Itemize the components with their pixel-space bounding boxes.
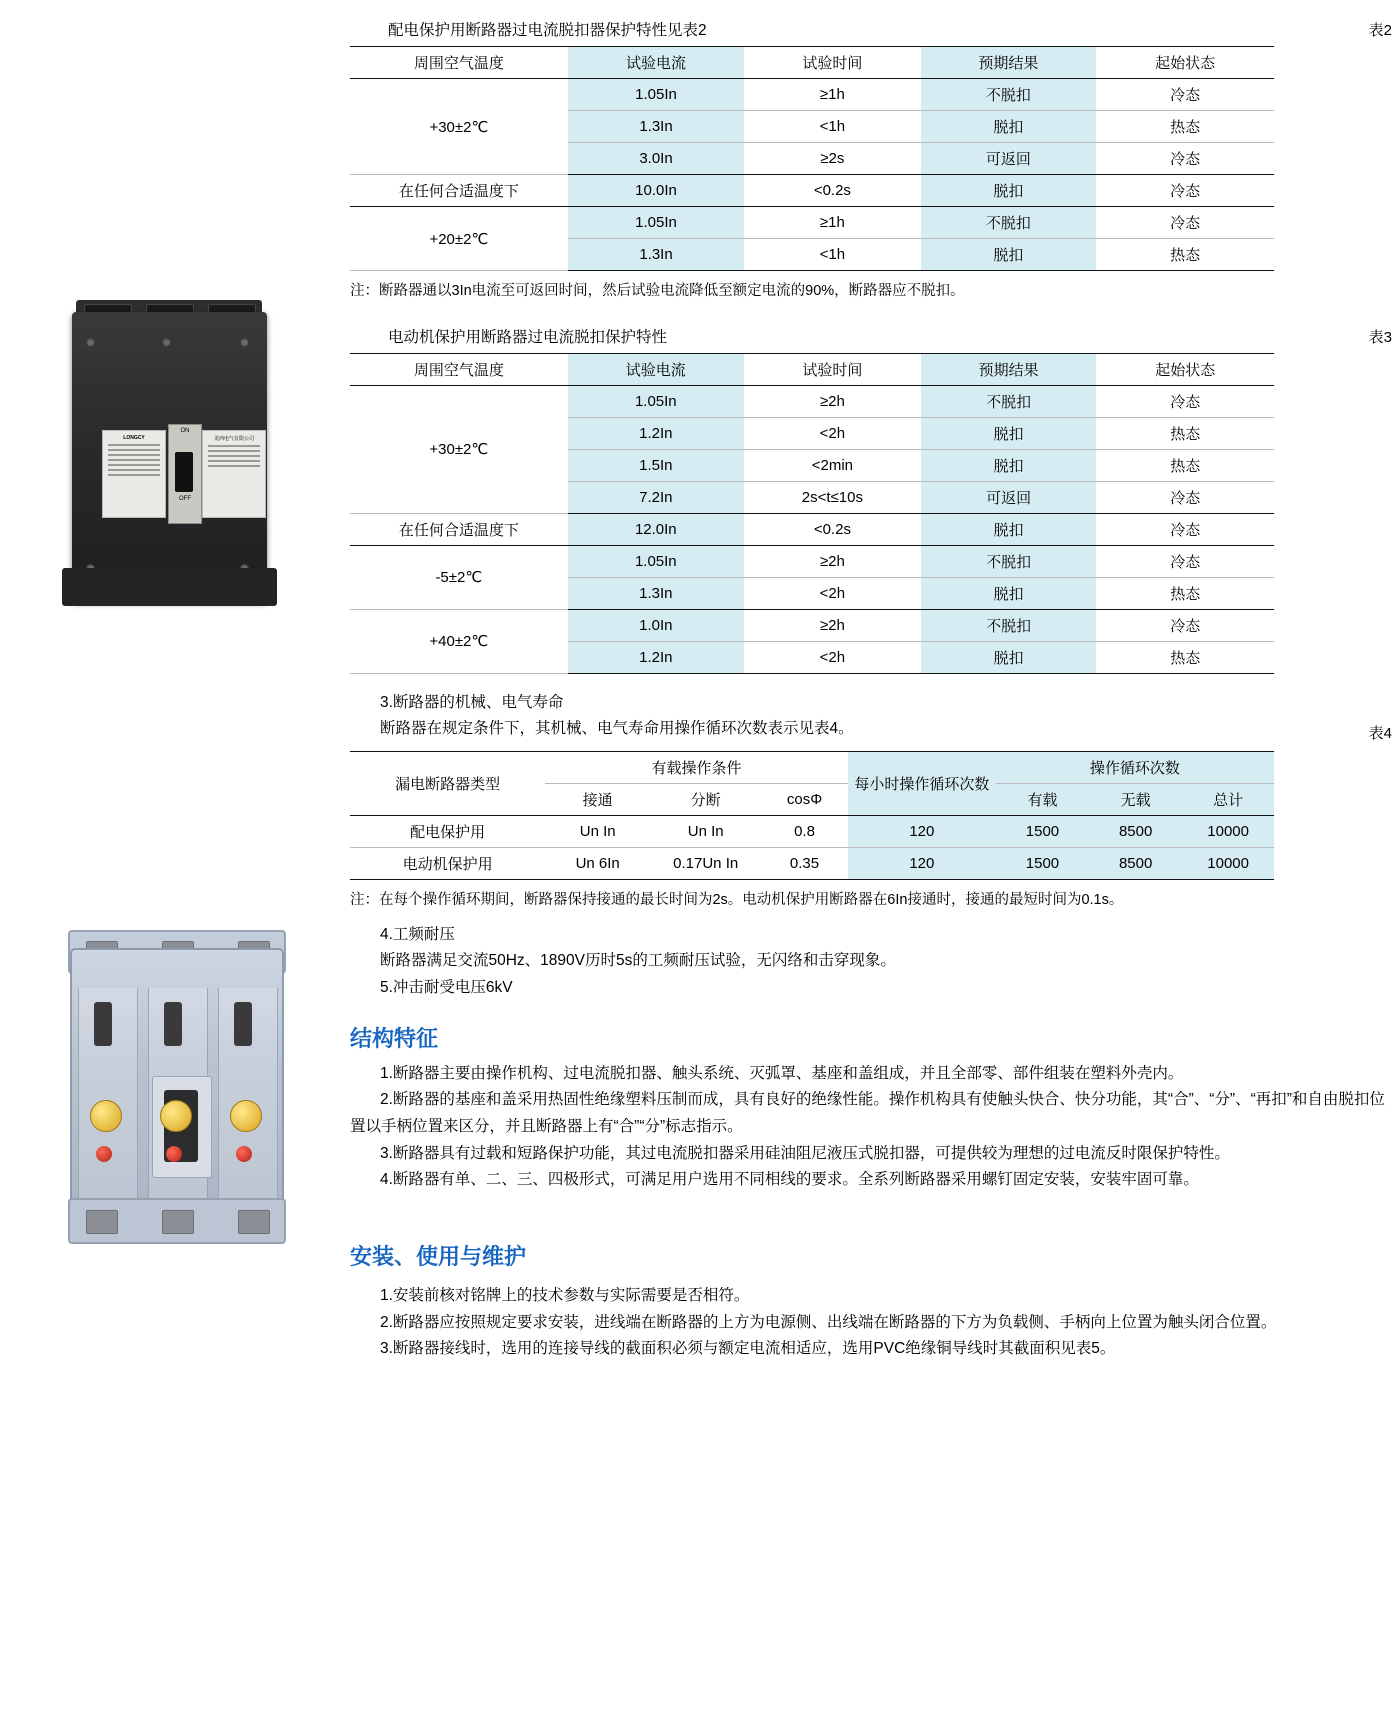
cell-time: ≥2h	[744, 609, 921, 641]
th-temp: 周围空气温度	[350, 47, 568, 79]
cell-current: 1.3In	[568, 239, 744, 271]
cell-state: 热态	[1096, 641, 1274, 673]
th-type: 漏电断路器类型	[350, 752, 545, 816]
cell-result: 不脱扣	[921, 385, 1097, 417]
cell-result: 脱扣	[921, 641, 1097, 673]
th-total: 总计	[1182, 784, 1274, 816]
cell-type: 电动机保护用	[350, 848, 545, 880]
section3-line2: 断路器在规定条件下，其机械、电气寿命用操作循环次数表示见表4。	[380, 720, 854, 738]
table2-number: 表2	[1368, 22, 1392, 39]
table-row	[350, 175, 1274, 207]
cell-unloaded: 8500	[1089, 848, 1182, 880]
install-heading: 安装、使用与维护	[350, 1244, 527, 1270]
cell-on: Un In	[545, 816, 650, 848]
trip-coil	[90, 1100, 122, 1132]
off-label: OFF	[179, 496, 191, 502]
cell-current: 1.5In	[568, 449, 744, 481]
cell-state: 冷态	[1096, 207, 1274, 239]
cell-cos: 0.35	[761, 848, 848, 880]
cell-time: ≥1h	[744, 79, 920, 111]
structure-p4: 4.断路器有单、二、三、四极形式，可满足用户选用不同相线的要求。全系列断路器采用螺钉固定安装，安装牢固可靠。	[380, 1171, 1199, 1189]
cell-time: <0.2s	[744, 513, 921, 545]
breaker-photo-transparent	[62, 930, 287, 1250]
cell-result: 脱扣	[921, 513, 1097, 545]
table2-note: 注：断路器通以3In电流至可返回时间，然后试验电流降低至额定电流的90%，断路器应不脱扣。	[350, 283, 965, 299]
cell-temp: +30±2℃	[350, 79, 568, 175]
table-row	[350, 609, 1274, 641]
table3-header-row	[350, 353, 1274, 385]
cell-current: 1.3In	[568, 111, 744, 143]
th-on: 接通	[545, 784, 650, 816]
section4-line2: 断路器满足交流50Hz、1890V历时5s的工频耐压试验，无闪络和击穿现象。	[380, 952, 896, 970]
product-image-column	[0, 0, 350, 1720]
cell-result: 不脱扣	[921, 79, 1097, 111]
cell-result: 不脱扣	[921, 609, 1097, 641]
table4-note: 注：在每个操作循环期间，断路器保持接通的最长时间为2s。电动机保护用断路器在6In接通时，接通的最短时间为0.1s。	[350, 892, 1124, 909]
th-unloaded: 无载	[1089, 784, 1182, 816]
cell-type: 配电保护用	[350, 816, 545, 848]
cell-result: 脱扣	[921, 449, 1097, 481]
nameplate-left	[102, 430, 166, 518]
cell-temp: 在任何合适温度下	[350, 175, 568, 207]
structure-p3: 3.断路器具有过载和短路保护功能，其过电流脱扣器采用硅油阻尼液压式脱扣器，可提供较为理想的过电流反时限保护特性。	[380, 1144, 1230, 1162]
cell-per-hour: 120	[848, 816, 996, 848]
cell-state: 热态	[1096, 111, 1274, 143]
company-text: 龙西电气有限公司	[213, 436, 254, 442]
th-per-hour: 每小时操作循环次数	[848, 752, 996, 816]
cell-current: 1.0In	[568, 609, 744, 641]
th-time: 试验时间	[744, 47, 920, 79]
th-state: 起始状态	[1096, 353, 1274, 385]
th-state: 起始状态	[1096, 47, 1274, 79]
cell-time: <1h	[744, 111, 920, 143]
cell-per-hour: 120	[848, 848, 996, 880]
cell-time: ≥2h	[744, 385, 921, 417]
structure-p1: 1.断路器主要由操作机构、过电流脱扣器、触头系统、灭弧罩、基座和盖组成，并且全部零、部件组装在塑料外壳内。	[380, 1064, 1184, 1082]
table3-number: 表3	[1368, 328, 1392, 346]
cell-state: 热态	[1096, 577, 1274, 609]
cell-loaded: 1500	[996, 848, 1089, 880]
th-cycles-group: 操作循环次数	[996, 752, 1274, 784]
cell-current: 1.2In	[568, 641, 744, 673]
cell-off: Un In	[650, 816, 761, 848]
table3-caption: 电动机保护用断路器过电流脱扣保护特性	[388, 328, 668, 346]
cell-time: <2h	[744, 577, 921, 609]
cell-current: 1.3In	[568, 577, 744, 609]
th-off: 分断	[650, 784, 761, 816]
document-content	[350, 0, 1400, 1363]
cell-temp: 在任何合适温度下	[350, 513, 568, 545]
cell-state: 热态	[1096, 239, 1274, 271]
th-time: 试验时间	[744, 353, 921, 385]
cell-result: 可返回	[921, 143, 1097, 175]
cell-off: 0.17Un In	[650, 848, 761, 880]
cell-current: 1.2In	[568, 417, 744, 449]
install-p2: 2.断路器应按照规定要求安装，进线端在断路器的上方为电源侧、出线端在断路器的下方为负载侧、手柄向上位置为触头闭合位置。	[380, 1313, 1277, 1331]
cell-result: 脱扣	[921, 111, 1097, 143]
th-load-group: 有载操作条件	[545, 752, 848, 784]
trip-coil	[160, 1100, 192, 1132]
cell-time: 2s<t≤10s	[744, 481, 921, 513]
cell-state: 冷态	[1096, 385, 1274, 417]
breaker-body	[72, 312, 267, 602]
cell-result: 脱扣	[921, 175, 1097, 207]
cell-current: 10.0In	[568, 175, 744, 207]
table2-header-row	[350, 47, 1274, 79]
cell-state: 冷态	[1096, 609, 1274, 641]
cell-state: 冷态	[1096, 143, 1274, 175]
table2-caption-row	[350, 18, 1400, 46]
table3	[350, 353, 1274, 674]
cell-time: ≥2h	[744, 545, 921, 577]
table-row	[350, 816, 1274, 848]
cell-time: <1h	[744, 239, 920, 271]
th-current: 试验电流	[568, 353, 744, 385]
table-row	[350, 848, 1274, 880]
table-row	[350, 79, 1274, 111]
th-current: 试验电流	[568, 47, 744, 79]
cell-result: 脱扣	[921, 417, 1097, 449]
cell-state: 冷态	[1096, 79, 1274, 111]
table2-caption: 配电保护用断路器过电流脱扣器保护特性见表2	[388, 22, 707, 39]
th-loaded: 有载	[996, 784, 1089, 816]
cell-temp: -5±2℃	[350, 545, 568, 609]
cell-time: ≥1h	[744, 207, 920, 239]
table4-number: 表4	[1368, 725, 1392, 743]
on-label: ON	[180, 428, 190, 434]
install-p3: 3.断路器接线时，选用的连接导线的截面积必须与额定电流相适应，选用PVC绝缘铜导线时其截面积见表5。	[380, 1340, 1116, 1358]
th-temp: 周围空气温度	[350, 353, 568, 385]
breaker-bottom-housing	[62, 568, 277, 606]
nameplate-right	[202, 430, 266, 518]
cell-result: 脱扣	[921, 239, 1097, 271]
cell-time: <2h	[744, 417, 921, 449]
trip-coil	[230, 1100, 262, 1132]
cell-current: 1.05In	[568, 207, 744, 239]
cell-result: 脱扣	[921, 577, 1097, 609]
table3-caption-row	[350, 325, 1400, 353]
cell-state: 冷态	[1096, 545, 1274, 577]
cell-temp: +40±2℃	[350, 609, 568, 673]
cell-on: Un 6In	[545, 848, 650, 880]
cell-current: 1.05In	[568, 545, 744, 577]
th-result: 预期结果	[921, 47, 1097, 79]
cell-result: 不脱扣	[921, 207, 1097, 239]
cell-state: 冷态	[1096, 175, 1274, 207]
cell-current: 1.05In	[568, 79, 744, 111]
cell-time: <2h	[744, 641, 921, 673]
table-row	[350, 545, 1274, 577]
cell-state: 热态	[1096, 449, 1274, 481]
cell-total: 10000	[1182, 848, 1274, 880]
cell-time: <0.2s	[744, 175, 920, 207]
table4	[350, 751, 1274, 880]
table-row	[350, 385, 1274, 417]
cell-result: 不脱扣	[921, 545, 1097, 577]
cell-current: 7.2In	[568, 481, 744, 513]
install-p1: 1.安装前核对铭牌上的技术参数与实际需要是否相符。	[380, 1287, 750, 1305]
cell-current: 3.0In	[568, 143, 744, 175]
breaker-photo-dark	[62, 300, 277, 630]
cell-total: 10000	[1182, 816, 1274, 848]
structure-heading: 结构特征	[350, 1025, 439, 1051]
breaker-handle	[175, 452, 193, 492]
breaker2-body	[70, 948, 284, 1224]
cell-temp: +20±2℃	[350, 207, 568, 271]
structure-p2: 2.断路器的基座和盖采用热固性绝缘塑料压制而成，具有良好的绝缘性能。操作机构具有使触头快合、快分功能，其“合”、“分”、“再扣”和自由脱扣位置以手柄位置来区分，并且断路器上有“合”“分”标志指示。	[350, 1091, 1385, 1136]
brand-text: LONGCY	[123, 435, 145, 441]
th-result: 预期结果	[921, 353, 1097, 385]
table-row	[350, 207, 1274, 239]
cell-time: <2min	[744, 449, 921, 481]
cell-state: 冷态	[1096, 513, 1274, 545]
cell-cos: 0.8	[761, 816, 848, 848]
cell-unloaded: 8500	[1089, 816, 1182, 848]
section3-line1: 3.断路器的机械、电气寿命	[380, 693, 564, 711]
table2	[350, 46, 1274, 271]
cell-result: 可返回	[921, 481, 1097, 513]
cell-loaded: 1500	[996, 816, 1089, 848]
breaker2-bottom-housing	[68, 1198, 286, 1244]
cell-state: 热态	[1096, 417, 1274, 449]
cell-temp: +30±2℃	[350, 385, 568, 513]
table-row	[350, 513, 1274, 545]
th-cos: cosΦ	[761, 784, 848, 816]
section4-line1: 4.工频耐压	[380, 925, 455, 943]
cell-current: 1.05In	[568, 385, 744, 417]
table4-header-row1	[350, 752, 1274, 784]
cell-time: ≥2s	[744, 143, 920, 175]
cell-current: 12.0In	[568, 513, 744, 545]
cell-state: 冷态	[1096, 481, 1274, 513]
section5-line: 5.冲击耐受电压6kV	[380, 979, 513, 997]
